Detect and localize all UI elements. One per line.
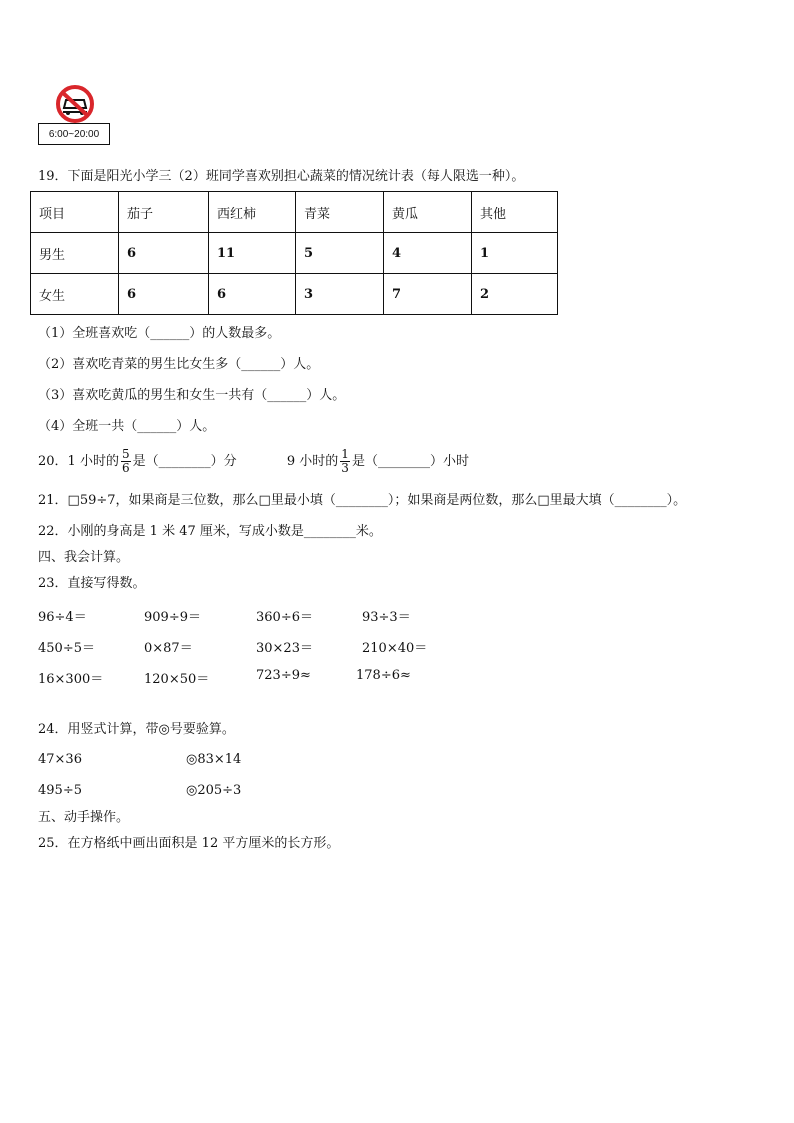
- calc-item: 909÷9＝: [144, 610, 201, 625]
- calc-item: 16×300＝: [38, 672, 104, 687]
- table-header-cell: 西红柿: [209, 192, 296, 233]
- calc-item: 0×87＝: [144, 641, 193, 656]
- q19-title: 19．下面是阳光小学三（2）班同学喜欢别担心蔬菜的情况统计表（每人限选一种）。: [38, 169, 525, 184]
- table-cell: 6: [119, 274, 209, 315]
- q19-sub1: （1）全班喜欢吃（______）的人数最多。: [38, 326, 281, 341]
- vertical-calc-item: 495÷5: [38, 783, 82, 798]
- table-cell: 6: [119, 233, 209, 274]
- table-header-row: [31, 192, 558, 233]
- no-car-icon: [52, 84, 98, 124]
- table-header-cell: 项目: [31, 192, 119, 233]
- q22: 22．小刚的身高是 1 米 47 厘米，写成小数是________米。: [38, 524, 382, 539]
- q19-sub4: （4）全班一共（______）人。: [38, 419, 216, 434]
- calc-item: 30×23＝: [256, 641, 313, 656]
- table-row: [31, 233, 558, 274]
- fraction-numerator: 1: [341, 447, 349, 461]
- vertical-calc-item: 47×36: [38, 752, 82, 767]
- section-4-heading: 四、我会计算。: [38, 550, 130, 565]
- q19-sub2: （2）喜欢吃青菜的男生比女生多（______）人。: [38, 357, 320, 372]
- calc-item: 360÷6＝: [256, 610, 313, 625]
- table-header-cell: 黄瓜: [384, 192, 472, 233]
- q24-title: 24．用竖式计算，带◎号要验算。: [38, 722, 235, 737]
- q21: 21．□59÷7，如果商是三位数，那么□里最小填（________）；如果商是两位数，那么□里最大填（________）。: [38, 493, 687, 508]
- table-cell: 5: [296, 233, 384, 274]
- table-header-cell: 茄子: [119, 192, 209, 233]
- q23-title: 23．直接写得数。: [38, 576, 146, 591]
- stat-table: [30, 191, 558, 315]
- calc-item: 178÷6≈: [356, 668, 411, 683]
- q20-part1-post: 是（________）分: [132, 454, 237, 469]
- q20: [38, 446, 469, 478]
- table-row: [31, 274, 558, 315]
- table-cell: 7: [384, 274, 472, 315]
- calc-item: 450÷5＝: [38, 641, 95, 656]
- q20-part1-pre: 20．1 小时的: [38, 454, 119, 469]
- fraction-5-6: [121, 448, 131, 475]
- calc-item: 210×40＝: [362, 641, 428, 656]
- fraction-numerator: 5: [121, 447, 130, 461]
- fraction-1-3: [340, 448, 350, 475]
- vertical-calc-item: ◎83×14: [186, 752, 242, 767]
- fraction-denominator: 3: [341, 461, 349, 475]
- table-cell: 男生: [31, 233, 119, 274]
- table-header-cell: 其他: [472, 192, 558, 233]
- calc-item: 120×50＝: [144, 672, 210, 687]
- q25: 25．在方格纸中画出面积是 12 平方厘米的长方形。: [38, 836, 340, 851]
- q19-sub3: （3）喜欢吃黄瓜的男生和女生一共有（______）人。: [38, 388, 346, 403]
- table-cell: 3: [296, 274, 384, 315]
- section-5-heading: 五、动手操作。: [38, 810, 130, 825]
- q20-part2-pre: 9 小时的: [286, 454, 339, 469]
- table-cell: 2: [472, 274, 558, 315]
- table-header-cell: 青菜: [296, 192, 384, 233]
- calc-item: 93÷3＝: [362, 610, 411, 625]
- table-cell: 11: [209, 233, 296, 274]
- table-cell: 女生: [31, 274, 119, 315]
- q20-part2-post: 是（________）小时: [351, 454, 469, 469]
- table-cell: 6: [209, 274, 296, 315]
- time-restriction-label: 6:00~20:00: [38, 123, 110, 145]
- calc-item: 96÷4＝: [38, 610, 87, 625]
- table-cell: 4: [384, 233, 472, 274]
- fraction-denominator: 6: [121, 461, 130, 475]
- table-cell: 1: [472, 233, 558, 274]
- vertical-calc-item: ◎205÷3: [186, 783, 242, 798]
- calc-item: 723÷9≈: [256, 668, 311, 683]
